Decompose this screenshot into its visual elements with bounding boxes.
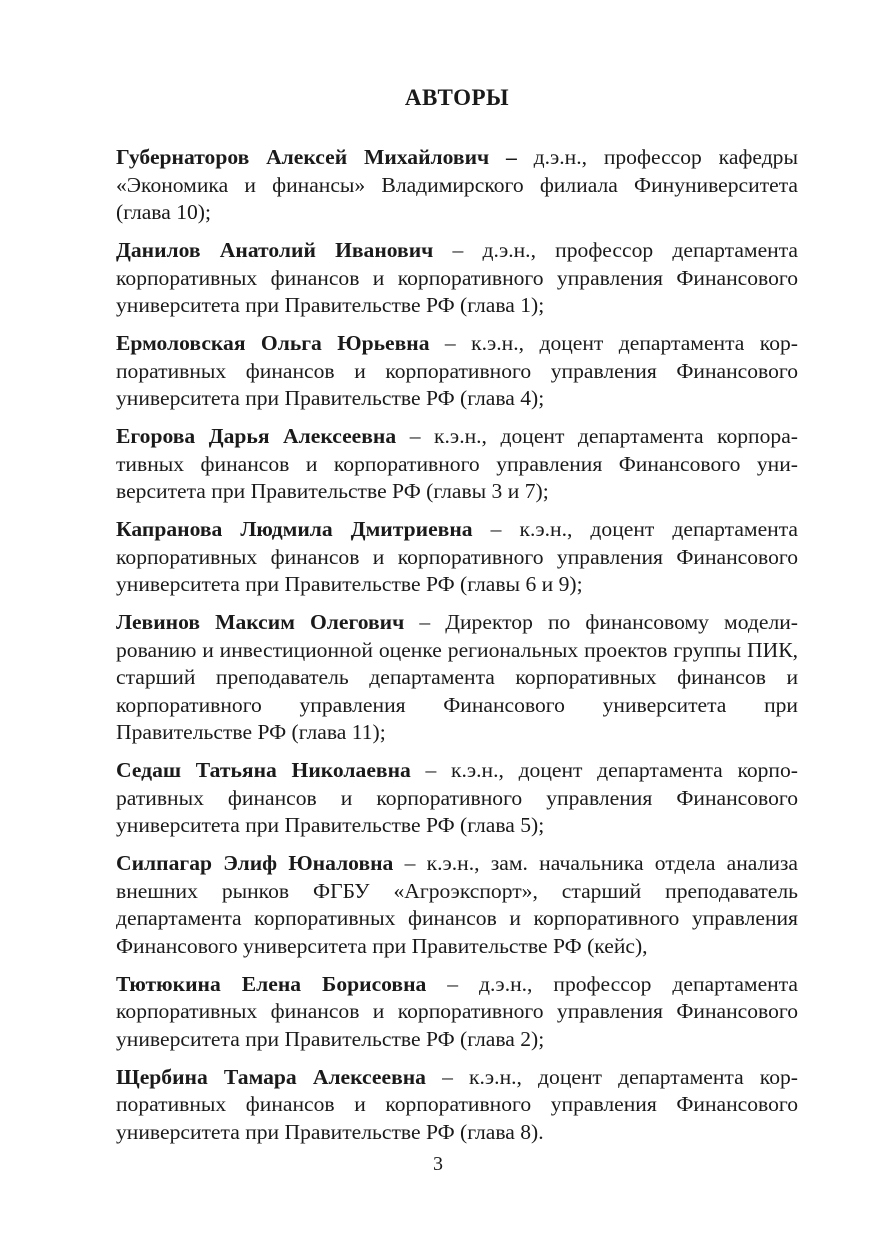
author-entry xyxy=(116,330,798,413)
author-name: Силпагар Элиф Юналовна xyxy=(116,851,394,875)
author-description: – к.э.н., доцент департамента корпоративных финансов и корпоративного управления Финансового университета при Правительстве РФ (глава 5); xyxy=(116,758,798,837)
author-entry xyxy=(116,850,798,960)
author-name: Данилов Анатолий Иванович xyxy=(116,238,434,262)
author-name: Тютюкина Елена Борисовна xyxy=(116,971,427,996)
author-entry xyxy=(116,237,798,320)
author-entry xyxy=(116,971,798,1054)
author-name: Щербина Тамара Алексеевна xyxy=(116,1064,426,1089)
author-description: – к.э.н., доцент департамента корпоративных финансов и корпоративного управления Финансового университета при Правительстве РФ (глава 4); xyxy=(116,331,798,410)
author-description: д.э.н., профессор кафедры «Экономика и финансы» Владимирского филиала Финуниверситета (глава 10); xyxy=(116,145,798,224)
author-description: – к.э.н., зам. начальника отдела анализа внешних рынков ФГБУ «Агроэкспорт», старший преподаватель департамента корпоративных финансов и корпоративного управления Финансового университета при Правительстве РФ (кейс), xyxy=(116,851,798,958)
page-number: 3 xyxy=(433,1153,443,1175)
author-description: – к.э.н., доцент департамента корпоративных финансов и корпоративного управления Финансового университета при Правительстве РФ (главы 6 и 9); xyxy=(116,517,798,596)
author-entry xyxy=(116,1064,798,1147)
author-name: Ермоловская Ольга Юрьевна xyxy=(116,331,430,355)
author-name: Губернаторов Алексей Михайлович – xyxy=(116,145,517,169)
author-description: – к.э.н., доцент департамента корпоративных финансов и корпоративного управления Финансового университета при Правительстве РФ (главы 3 и 7); xyxy=(116,424,798,503)
author-entry xyxy=(116,609,798,747)
author-entry xyxy=(116,516,798,599)
author-name: Левинов Максим Олегович xyxy=(116,610,405,634)
author-description: – к.э.н., доцент департамента корпоративных финансов и корпоративного управления Финансового университета при Правительстве РФ (глава 8). xyxy=(116,1064,798,1144)
author-entry xyxy=(116,757,798,840)
author-entry xyxy=(116,144,798,227)
author-name: Седаш Татьяна Николаевна xyxy=(116,758,411,782)
author-entry xyxy=(116,423,798,506)
author-description: – д.э.н., профессор департамента корпоративных финансов и корпоративного управления Финансового университета при Правительстве РФ (глава 1); xyxy=(116,238,799,317)
author-name: Егорова Дарья Алексеевна xyxy=(116,424,397,448)
page-title: АВТОРЫ xyxy=(404,85,510,110)
author-name: Капранова Людмила Дмитриевна xyxy=(116,517,473,541)
author-description: – Директор по финансовому моделированию и инвестиционной оценке региональных проектов группы ПИК, старший преподаватель департамента корпоративных финансов и корпоративного управления Финансового университета при Правительстве РФ (глава 11); xyxy=(116,610,798,744)
author-description: – д.э.н., профессор департамента корпоративных финансов и корпоративного управления Финансового университета при Правительстве РФ (глава 2); xyxy=(116,971,798,1051)
authors-page xyxy=(116,84,798,1157)
